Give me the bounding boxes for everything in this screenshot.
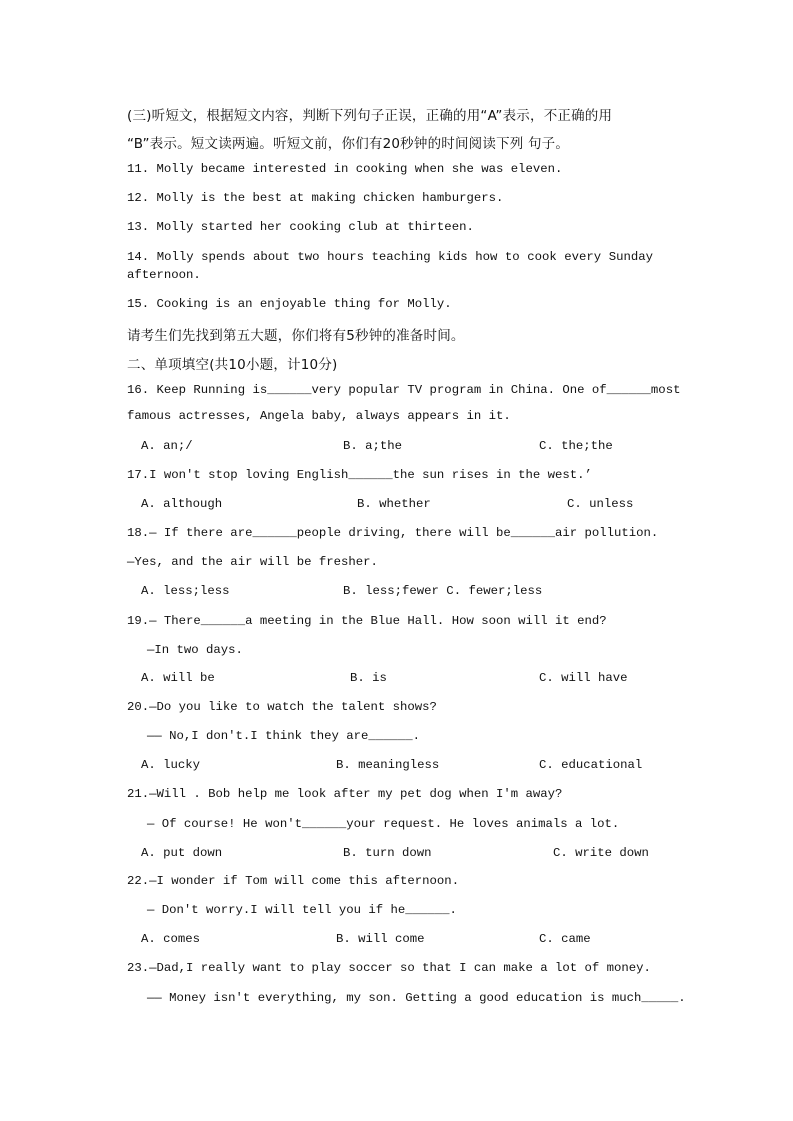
question-22-line1: 22.—I wonder if Tom will come this afternoon. <box>127 874 460 888</box>
section2-heading: 二、单项填空(共10小题，计10分) <box>127 357 338 373</box>
question-16-options <box>0 439 660 455</box>
question-11: 11. Molly became interested in cooking when she was eleven. <box>127 162 563 176</box>
option-b[interactable]: B. a;the <box>343 439 403 453</box>
question-19-options <box>0 671 660 687</box>
question-20-line2: —— No,I don't.I think they are______. <box>147 729 421 743</box>
option-b[interactable]: B. will come <box>336 932 425 946</box>
question-12: 12. Molly is the best at making chicken hamburgers. <box>127 191 504 205</box>
question-20-line1: 20.—Do you like to watch the talent shows? <box>127 700 437 714</box>
question-20-options <box>0 758 660 774</box>
question-22-line2: — Don't worry.I will tell you if he______. <box>147 903 457 917</box>
option-a[interactable]: A. an;/ <box>141 439 193 453</box>
prep-notice: 请考生们先找到第五大题，你们将有5秒钟的准备时间。 <box>127 328 465 344</box>
question-23-line2: —— Money isn't everything, my son. Getting a good education is much_____. <box>147 991 686 1005</box>
option-b-c[interactable]: B. less;fewer C. fewer;less <box>343 584 543 598</box>
option-b[interactable]: B. whether <box>357 497 431 511</box>
section3-instruction-line1: (三)听短文，根据短文内容，判断下列句子正误，正确的用“A”表示，不正确的用 <box>127 108 613 124</box>
option-b[interactable]: B. turn down <box>343 846 432 860</box>
option-c[interactable]: C. educational <box>539 758 643 772</box>
option-b[interactable]: B. is <box>350 671 387 685</box>
option-a[interactable]: A. less;less <box>141 584 230 598</box>
question-18-options <box>0 584 660 600</box>
question-18-line2: —Yes, and the air will be fresher. <box>127 555 378 569</box>
question-13: 13. Molly started her cooking club at thirteen. <box>127 220 474 234</box>
option-a[interactable]: A. lucky <box>141 758 201 772</box>
section3-instruction-line2: “B”表示。短文读两遍。听短文前，你们有20秒钟的时间阅读下列 句子。 <box>127 136 570 152</box>
option-a[interactable]: A. put down <box>141 846 223 860</box>
option-a[interactable]: A. comes <box>141 932 201 946</box>
option-c[interactable]: C. the;the <box>539 439 613 453</box>
question-21-options <box>0 846 660 862</box>
question-15: 15. Cooking is an enjoyable thing for Molly. <box>127 297 452 311</box>
option-b[interactable]: B. meaningless <box>336 758 440 772</box>
option-c[interactable]: C. came <box>539 932 591 946</box>
option-c[interactable]: C. unless <box>567 497 634 511</box>
question-14-line1: 14. Molly spends about two hours teaching kids how to cook every Sunday <box>127 250 653 264</box>
question-22-options <box>0 932 660 948</box>
question-16-line1: 16. Keep Running is______very popular TV program in China. One of______most <box>127 383 681 397</box>
question-14-line2: afternoon. <box>127 268 201 282</box>
question-23-line1: 23.—Dad,I really want to play soccer so that I can make a lot of money. <box>127 961 651 975</box>
question-21-line2: — Of course! He won't______your request. He loves animals a lot. <box>147 817 620 831</box>
question-17-options <box>0 497 660 513</box>
question-18-line1: 18.— If there are______people driving, there will be______air pollution. <box>127 526 659 540</box>
question-19-line1: 19.— There______a meeting in the Blue Hall. How soon will it end? <box>127 614 607 628</box>
option-c[interactable]: C. will have <box>539 671 628 685</box>
question-21-line1: 21.—Will . Bob help me look after my pet dog when I'm away? <box>127 787 563 801</box>
question-19-line2: —In two days. <box>147 643 243 657</box>
option-c[interactable]: C. write down <box>553 846 649 860</box>
option-a[interactable]: A. although <box>141 497 223 511</box>
question-17: 17.I won't stop loving English______the sun rises in the west.’ <box>127 468 592 482</box>
option-a[interactable]: A. will be <box>141 671 215 685</box>
question-16-line2: famous actresses, Angela baby, always appears in it. <box>127 409 511 423</box>
